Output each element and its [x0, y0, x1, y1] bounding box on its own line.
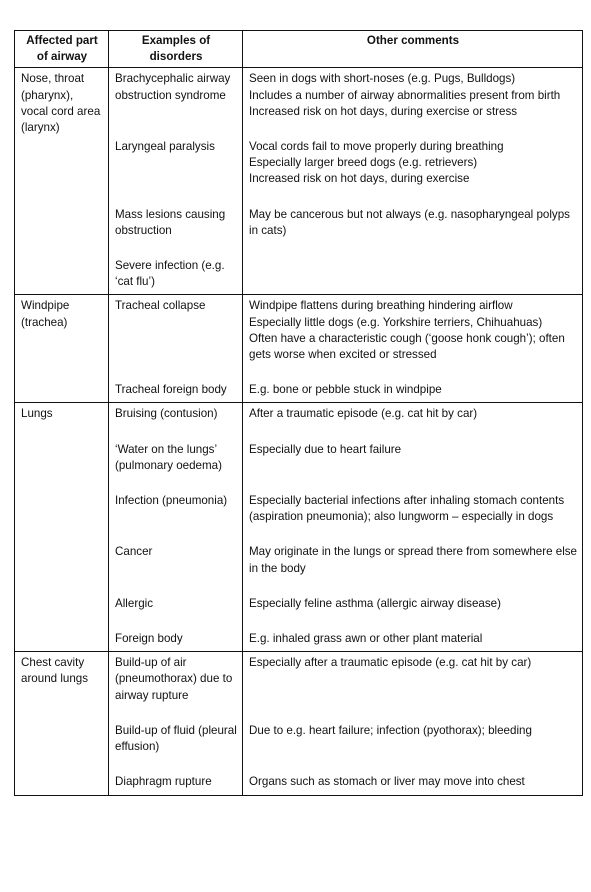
disorder-cell: Allergic [109, 593, 243, 628]
comment-cell [243, 136, 583, 204]
comment-line: E.g. inhaled grass awn or other plant material [249, 632, 483, 646]
header-affected-part: Affected part of airway [15, 31, 109, 68]
comment-line: Due to e.g. heart failure; infection (pyothorax); bleeding [249, 723, 532, 737]
comment-line: Especially due to heart failure [249, 442, 402, 456]
comment-cell [243, 439, 583, 490]
comment-line: Includes a number of airway abnormalities present from birth [249, 88, 561, 102]
table-body [15, 68, 583, 795]
comment-line: Especially feline asthma (allergic airway disease) [249, 596, 501, 610]
comment-line: Especially larger breed dogs (e.g. retrievers) [249, 156, 478, 170]
header-other-comments: Other comments [243, 31, 583, 68]
comment-line: Especially little dogs (e.g. Yorkshire terriers, Chihuahuas) [249, 315, 543, 329]
comment-line: Especially after a traumatic episode (e.g. cat hit by car) [249, 656, 532, 670]
comment-cell [243, 490, 583, 541]
airway-disorders-table [14, 30, 583, 796]
comment-line: Vocal cords fail to move properly during breathing [249, 140, 504, 154]
comment-cell [243, 403, 583, 439]
disorder-cell: Foreign body [109, 628, 243, 652]
table-row [15, 68, 583, 136]
comment-cell [243, 255, 583, 295]
comment-line: E.g. bone or pebble stuck in windpipe [249, 383, 442, 397]
comment-line: Especially bacterial infections after inhaling stomach contents (aspiration pneumonia); also lungworm – especially in dogs [249, 494, 565, 524]
comment-cell [243, 68, 583, 136]
comment-line: May originate in the lungs or spread there from somewhere else in the body [249, 545, 578, 575]
comment-line: Increased risk on hot days, during exercise or stress [249, 104, 518, 118]
disorder-cell: Mass lesions causing obstruction [109, 204, 243, 255]
disorder-cell: Diaphragm rupture [109, 771, 243, 795]
comment-line: Often have a characteristic cough (‘goose honk cough’); often gets worse when excited or stressed [249, 331, 565, 362]
disorder-cell: Brachycephalic airway obstruction syndrome [109, 68, 243, 136]
disorder-cell: Cancer [109, 541, 243, 592]
table-header-row [15, 31, 583, 68]
disorder-cell: Bruising (contusion) [109, 403, 243, 439]
comment-line: Increased risk on hot days, during exercise [249, 172, 470, 186]
affected-part-cell: Lungs [15, 403, 109, 652]
disorder-cell: Severe infection (e.g. ‘cat flu’) [109, 255, 243, 295]
header-disorder-examples: Examples of disorders [109, 31, 243, 68]
comment-cell [243, 628, 583, 652]
disorder-cell: Infection (pneumonia) [109, 490, 243, 541]
disorder-cell: Tracheal foreign body [109, 379, 243, 403]
comment-line: May be cancerous but not always (e.g. nasopharyngeal polyps in cats) [249, 207, 570, 237]
comment-cell [243, 593, 583, 628]
comment-line: Seen in dogs with short-noses (e.g. Pugs, Bulldogs) [249, 72, 516, 86]
disorder-cell: Build-up of air (pneumothorax) due to airway rupture [109, 652, 243, 720]
comment-cell [243, 295, 583, 379]
disorder-cell: Tracheal collapse [109, 295, 243, 379]
affected-part-cell: Windpipe (trachea) [15, 295, 109, 403]
comment-cell [243, 541, 583, 592]
disorder-cell: Laryngeal paralysis [109, 136, 243, 204]
table-row [15, 295, 583, 379]
comment-line: Windpipe flattens during breathing hindering airflow [249, 299, 513, 313]
affected-part-cell: Chest cavity around lungs [15, 652, 109, 795]
comment-cell [243, 771, 583, 795]
comment-line: Organs such as stomach or liver may move into chest [249, 775, 525, 789]
table-row [15, 403, 583, 439]
comment-cell [243, 720, 583, 771]
table-row [15, 652, 583, 720]
comment-cell [243, 652, 583, 720]
comment-cell [243, 379, 583, 403]
affected-part-cell: Nose, throat (pharynx), vocal cord area (larynx) [15, 68, 109, 295]
disorder-cell: ‘Water on the lungs’ (pulmonary oedema) [109, 439, 243, 490]
disorder-cell: Build-up of fluid (pleural effusion) [109, 720, 243, 771]
comment-line: After a traumatic episode (e.g. cat hit by car) [249, 407, 478, 421]
comment-cell [243, 204, 583, 255]
